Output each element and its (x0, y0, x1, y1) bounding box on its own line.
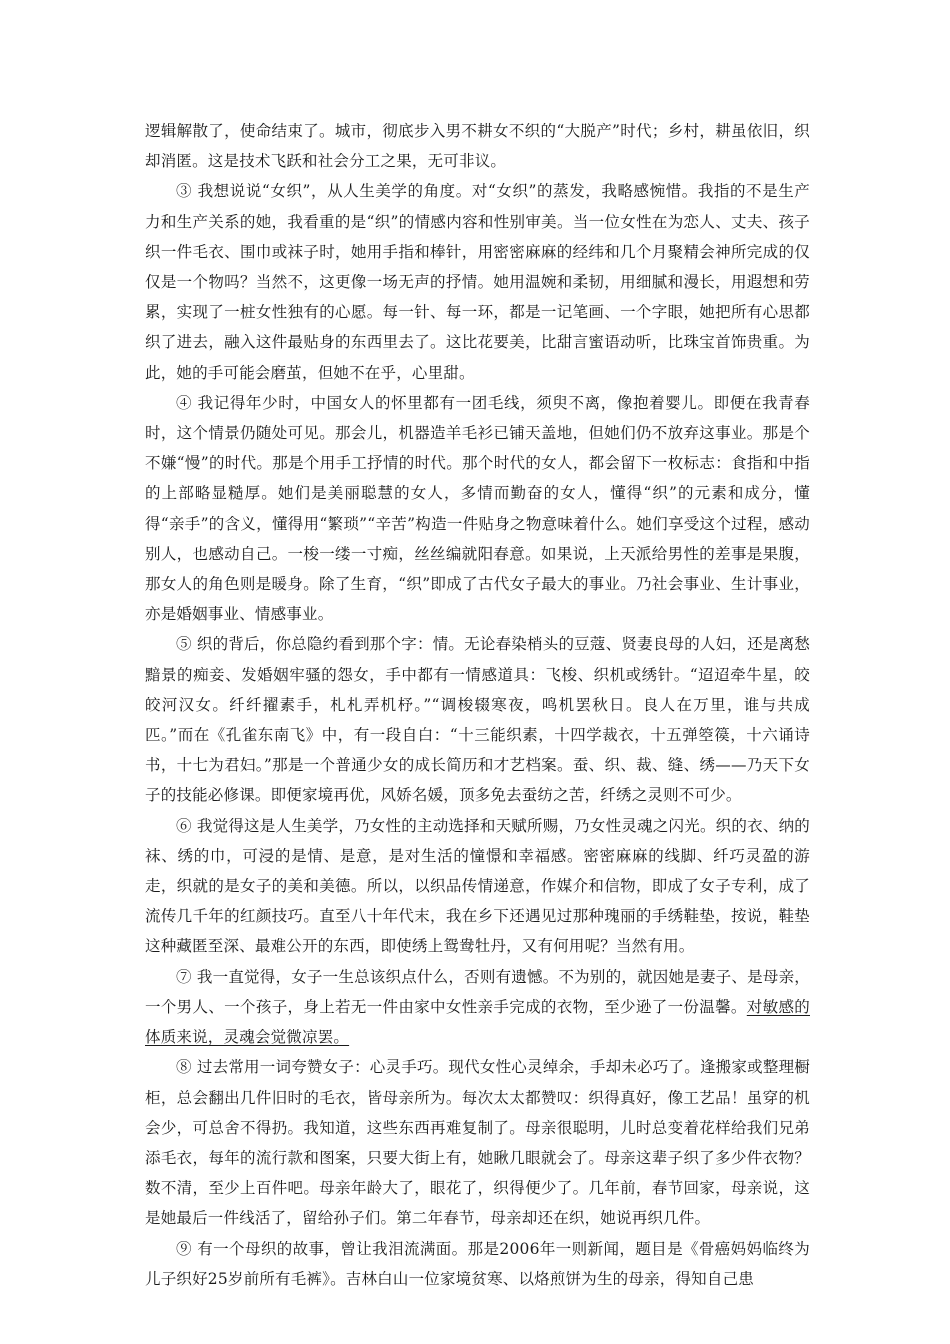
paragraph-4: ④ 我记得年少时，中国女人的怀里都有一团毛线，须臾不离，像抱着婴儿。即便在我青春时，这个情景仍随处可见。那会儿，机器造羊毛衫已铺天盖地，但她们仍不放弃这事业。那是个不嫌“慢”的时代。那是个用手工抒情的时代。那个时代的女人，都会留下一枚标志：食指和中指的上部略显糙厚。她们是美丽聪慧的女人，多情而勤奋的女人，懂得“织”的元素和成分，懂得“亲手”的含义，懂得用“繁琐”“辛苦”构造一件贴身之物意味着什么。她们享受这个过程，感动别人，也感动自己。一梭一缕一寸痴，丝丝编就阳春意。如果说，上天派给男性的差事是果腹，那女人的角色则是暖身。除了生育，“织”即成了古代女子最大的事业。乃社会事业、生计事业，亦是婚姻事业、情感事业。 (145, 393, 810, 624)
paragraph-8: ⑧ 过去常用一词夸赞女子：心灵手巧。现代女性心灵绰余，手却未必巧了。逢搬家或整理橱柜，总会翻出几件旧时的毛衣，皆母亲所为。每次太太都赞叹：织得真好，像工艺品！虽穿的机会少，可总舍不得扔。我知道，这些东西再难复制了。母亲很聪明，儿时总变着花样给我们兄弟添毛衣，每年的流行款和图案，只要大街上有，她瞅几眼就会了。母亲这辈子织了多少件衣物？数不清，至少上百件吧。母亲年龄大了，眼花了，织得便少了。几年前，春节回家，母亲说，这是她最后一件线活了，留给孙子们。第二年春节，母亲却还在织，她说再织几件。 (145, 1058, 810, 1228)
paragraph-continued: 逻辑解散了，使命结束了。城市，彻底步入男不耕女不织的“大脱产”时代；乡村，耕虽依旧，织却消匿。这是技术飞跃和社会分工之果，无可非议。 (145, 122, 810, 171)
paragraph-3: ③ 我想说说“女织”，从人生美学的角度。对“女织”的蒸发，我略感惋惜。我指的不是生产力和生产关系的她，我看重的是“织”的情感内容和性别审美。当一位女性在为恋人、丈夫、孩子织一件毛衣、围巾或袜子时，她用手指和棒针，用密密麻麻的经纬和几个月聚精会神所完成的仅仅是一个物吗？当然不，这更像一场无声的抒情。她用温婉和柔韧，用细腻和漫长，用遐想和劳累，实现了一桩女性独有的心愿。每一针、每一环，都是一记笔画、一个字眼，她把所有心思都织了进去，融入这件最贴身的东西里去了。这比花要美，比甜言蜜语动听，比珠宝首饰贵重。为此，她的手可能会磨茧，但她不在乎，心里甜。 (145, 182, 810, 382)
paragraph-5: ⑤ 织的背后，你总隐约看到那个字：情。无论春染梢头的豆蔻、贤妻良母的人妇，还是离愁黯景的痴妾、发婚姻牢骚的怨女，手中都有一情感道具：飞梭、织机或绣针。“迢迢牵牛星，皎皎河汉女。纤纤擢素手，札札弄机杼。”“调梭辍寒夜，鸣机罢秋日。良人在万里，谁与共成匹。”而在《孔雀东南飞》中，有一段自白：“十三能织素，十四学裁衣，十五弹箜篌，十六诵诗书，十七为君妇。”那是一个普通少女的成长简历和才艺档案。蚕、织、裁、缝、绣——乃天下女子的技能必修课。即便家境再优，风娇名媛，顶多免去蚕纺之苦，纤绣之灵则不可少。 (145, 635, 810, 805)
paragraph-6: ⑥ 我觉得这是人生美学，乃女性的主动选择和天赋所赐，乃女性灵魂之闪光。织的衣、纳的袜、绣的巾，可浸的是情、是意，是对生活的憧憬和幸福感。密密麻麻的线脚、纤巧灵盈的游走，织就的是女子的美和美德。所以，以织品传情递意，作媒介和信物，即成了女子专利，成了流传几千年的红颜技巧。直至八十年代末，我在乡下还遇见过那种瑰丽的手绣鞋垫，按说，鞋垫这种藏匿至深、最难公开的东西，即使绣上鸳鸯牡丹，又有何用呢？当然有用。 (145, 816, 810, 956)
underlined-sentence: 对敏感的体质来说，灵魂会觉微凉罢。 (145, 997, 810, 1047)
article-body (145, 116, 810, 1294)
paragraph-7 (145, 962, 810, 1053)
paragraph-7-text: ⑦ 我一直觉得，女子一生总该织点什么，否则有遗憾。不为别的，就因她是妻子、是母亲，一个男人、一个孩子，身上若无一件由家中女性亲手完成的衣物，至少逊了一份温馨。 (145, 967, 810, 1016)
paragraph-9: ⑨ 有一个母织的故事，曾让我泪流满面。那是2006年一则新闻，题目是《骨癌妈妈临终为儿子织好25岁前所有毛裤》。吉林白山一位家境贫寒、以烙煎饼为生的母亲，得知自己患 (145, 1239, 810, 1288)
